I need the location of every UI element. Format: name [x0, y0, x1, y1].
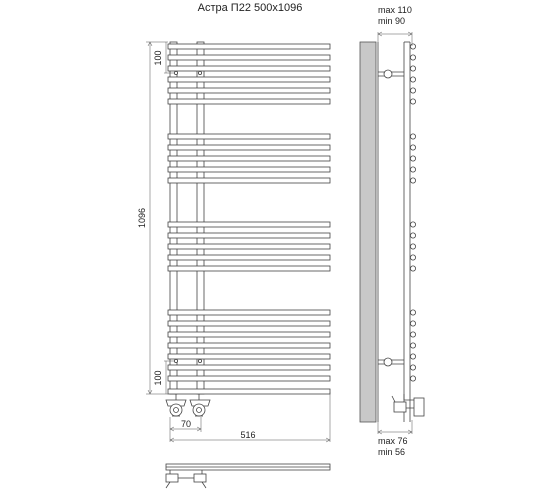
tube-22 — [168, 365, 330, 370]
tube-end-3 — [410, 66, 415, 71]
tube-end-21 — [410, 354, 415, 359]
tube-end-6 — [410, 99, 415, 104]
horizontal-tubes — [168, 44, 330, 394]
dimension-bottom-100: 100 — [153, 370, 163, 386]
tube-3 — [168, 66, 330, 71]
drawing-title: Астра П22 500х1096 — [197, 2, 303, 14]
tube-end-1 — [410, 44, 415, 49]
tube-16 — [168, 266, 330, 271]
top-view — [166, 464, 330, 488]
tube-end-8 — [410, 145, 415, 150]
tube-6 — [168, 99, 330, 104]
tube-13 — [168, 233, 330, 238]
side-view — [360, 5, 424, 457]
tube-bottom — [168, 389, 330, 394]
tube-end-18 — [410, 321, 415, 326]
tube-18 — [168, 321, 330, 326]
tube-4 — [168, 77, 330, 82]
tube-15 — [168, 255, 330, 260]
tube-end-9 — [410, 156, 415, 161]
tube-end-11 — [410, 178, 415, 183]
tube-19 — [168, 332, 330, 337]
mount-point-top-left — [174, 71, 177, 74]
tube-end-4 — [410, 77, 415, 82]
tube-end-13 — [410, 233, 415, 238]
valve-right-icon — [193, 404, 205, 416]
tube-9 — [168, 156, 330, 161]
tube-end-17 — [410, 310, 415, 315]
wall-section — [360, 42, 376, 422]
dimension-connection-70: 70 — [180, 419, 192, 429]
tube-14 — [168, 244, 330, 249]
depth-top-min: min 90 — [378, 16, 406, 26]
tube-ends — [410, 44, 415, 381]
tube-12 — [168, 222, 330, 227]
tube-11 — [168, 178, 330, 183]
tube-end-2 — [410, 55, 415, 60]
right-collector — [197, 42, 204, 394]
depth-bottom-min: min 56 — [378, 447, 406, 457]
mount-point-bottom-right — [198, 359, 201, 362]
bottom-bracket-icon — [384, 358, 392, 366]
top-view-valve-right — [194, 474, 206, 482]
tube-end-5 — [410, 88, 415, 93]
tube-5 — [168, 88, 330, 93]
tube-7 — [168, 134, 330, 139]
bottom-valves — [166, 394, 210, 416]
tube-end-19 — [410, 332, 415, 337]
tube-end-15 — [410, 255, 415, 260]
depth-top-max: max 110 — [378, 5, 412, 15]
valve-left-icon — [170, 404, 182, 416]
tube-end-10 — [410, 167, 415, 172]
dimension-top-100: 100 — [153, 50, 163, 66]
mount-point-bottom-left — [174, 359, 177, 362]
left-collector — [170, 42, 177, 394]
tube-8 — [168, 145, 330, 150]
tube-17 — [168, 310, 330, 315]
tube-end-22 — [410, 365, 415, 370]
tube-end-20 — [410, 343, 415, 348]
depth-dimension-lines — [378, 32, 412, 434]
side-valve — [392, 394, 424, 416]
tube-1 — [168, 44, 330, 49]
tube-21 — [168, 354, 330, 359]
dimension-height-1096: 1096 — [137, 207, 147, 229]
tube-10 — [168, 167, 330, 172]
depth-bottom-max: max 76 — [378, 436, 408, 446]
tube-2 — [168, 55, 330, 60]
tube-23 — [168, 376, 330, 381]
front-view — [137, 42, 330, 442]
top-bracket-icon — [384, 70, 392, 78]
tube-end-16 — [410, 266, 415, 271]
dimension-width-516: 516 — [240, 430, 256, 440]
tube-end-23 — [410, 376, 415, 381]
tube-end-12 — [410, 222, 415, 227]
tube-end-7 — [410, 134, 415, 139]
top-view-valve-left — [166, 474, 178, 482]
tube-end-14 — [410, 244, 415, 249]
mount-point-top-right — [198, 71, 201, 74]
tube-20 — [168, 343, 330, 348]
